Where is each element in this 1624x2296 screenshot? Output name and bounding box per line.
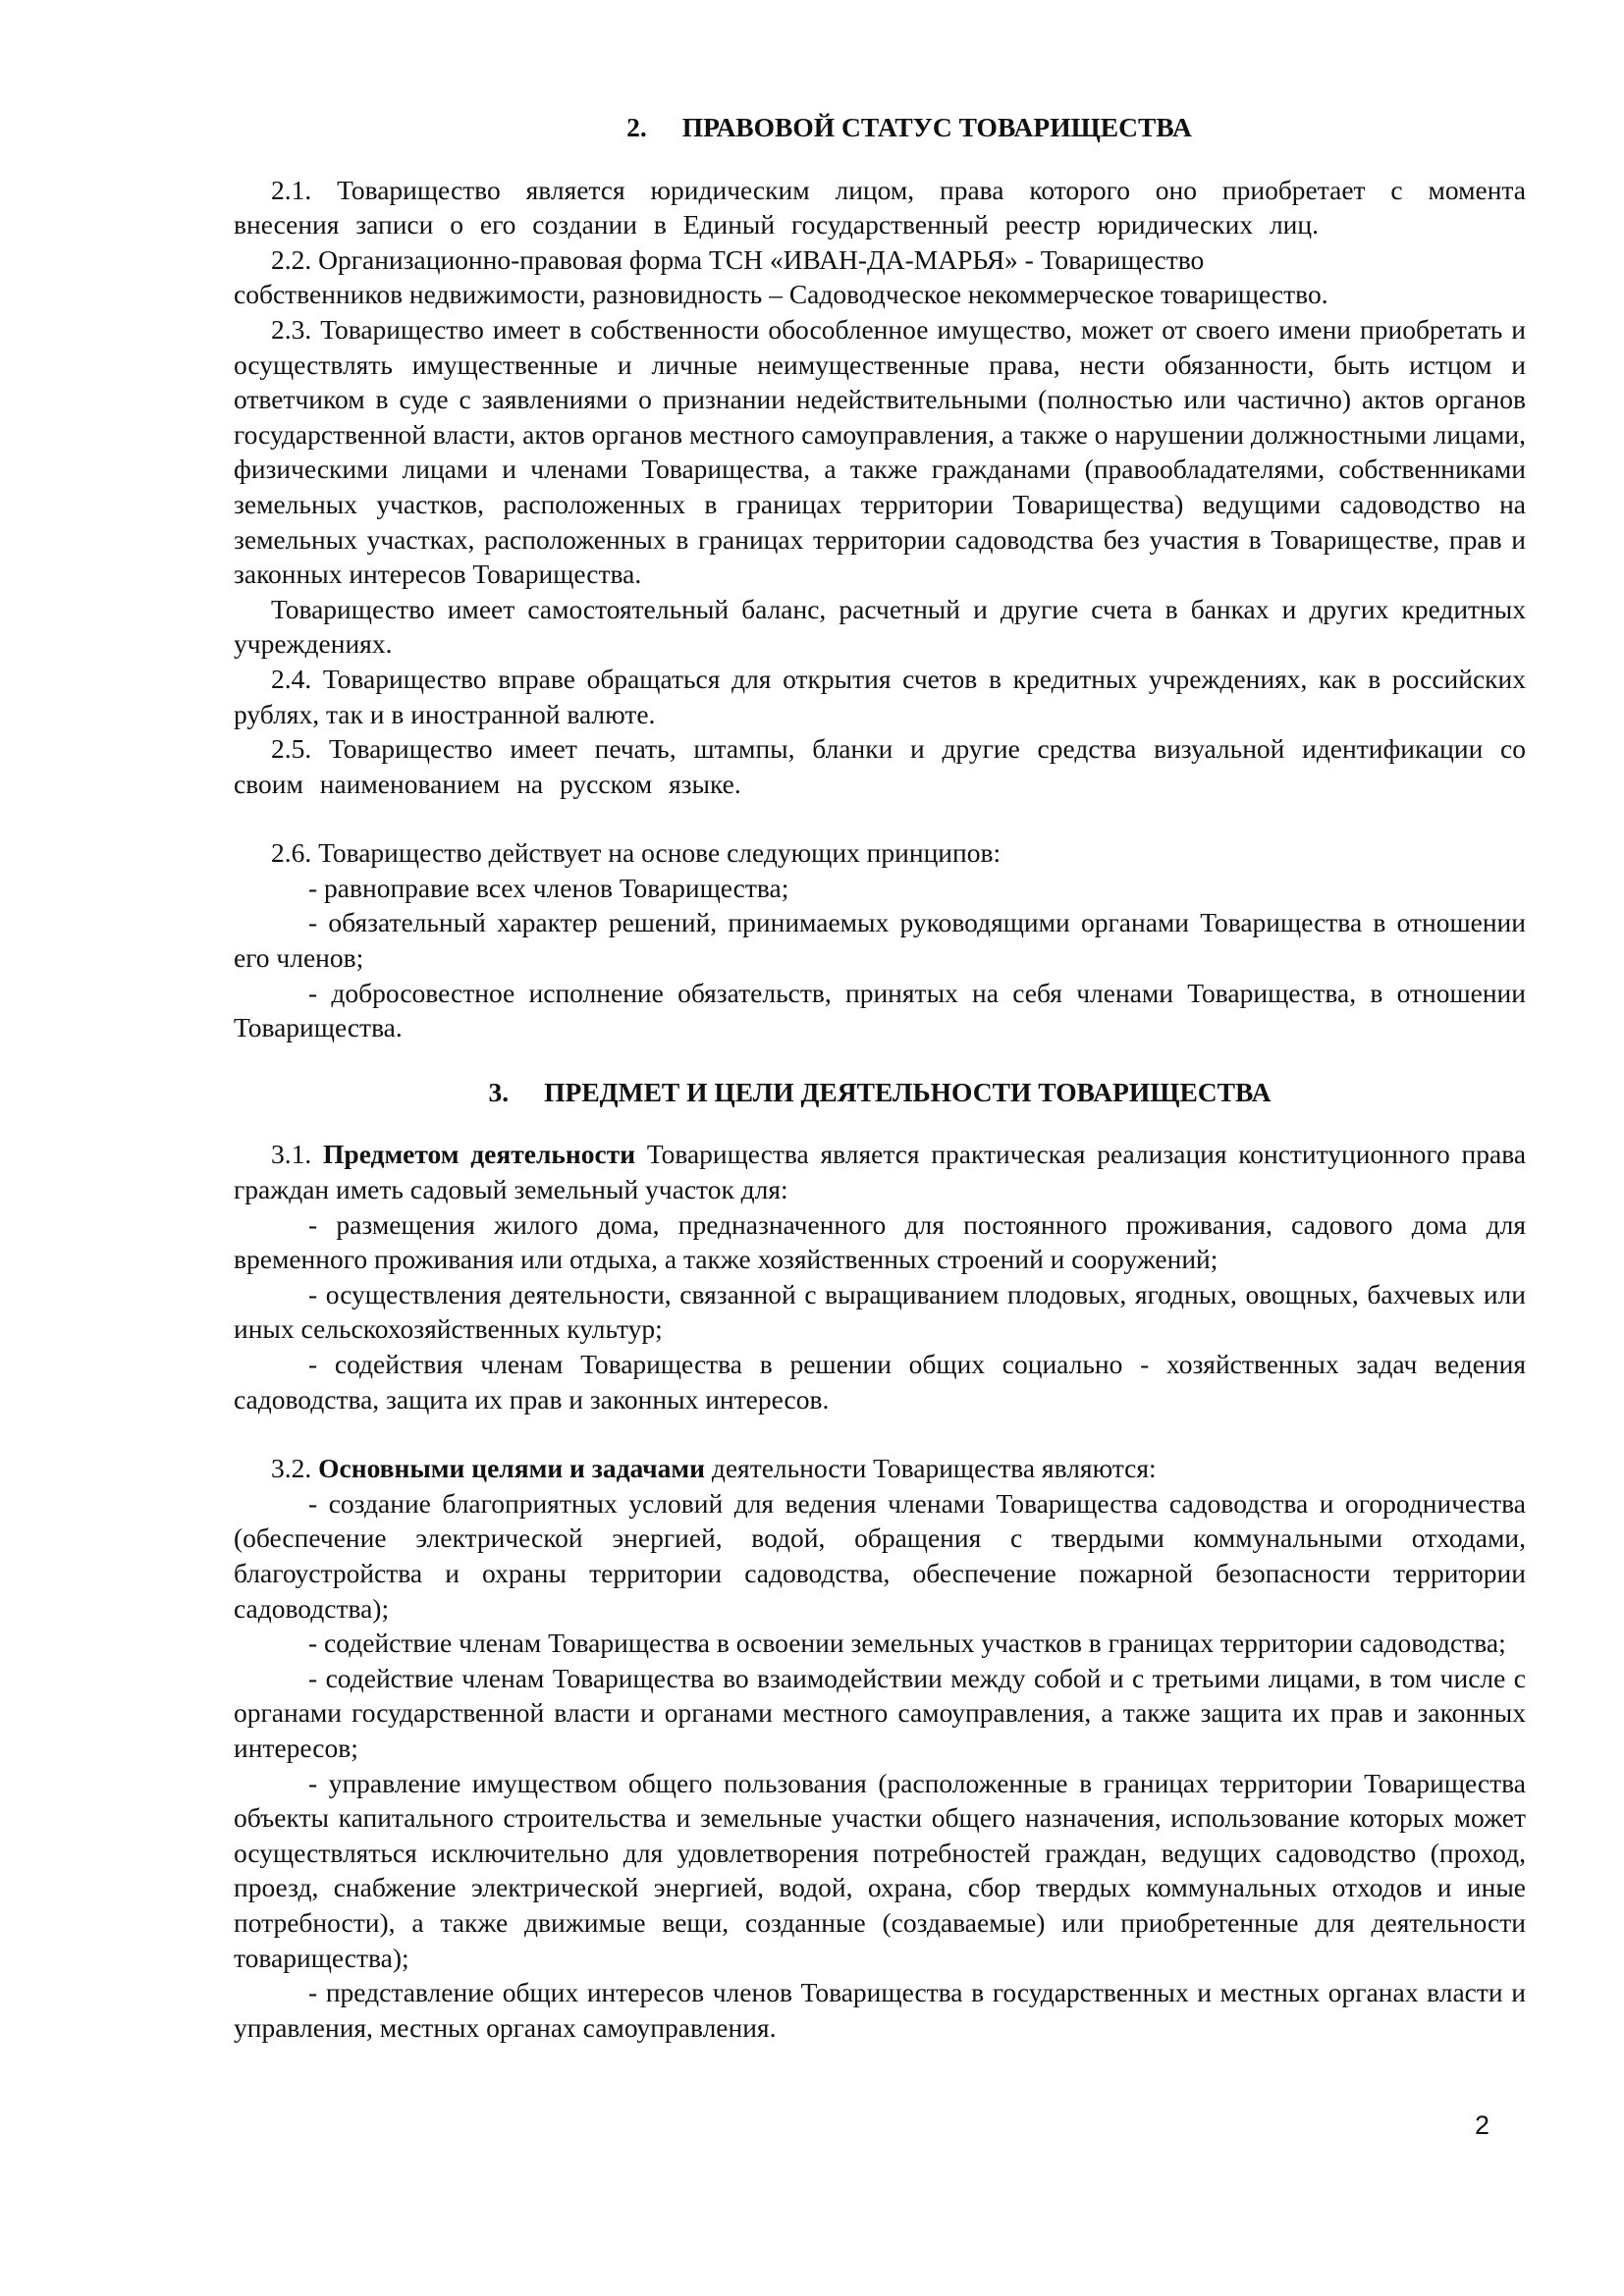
principle-item: - обязательный характер решений, принимаемых руководящими органами Товарищества в отношении его членов;	[234, 907, 1526, 974]
goal-item: - содействие членам Товарищества во взаимодействии между собой и с третьими лицами, в том числе с органами государственной власти и органами местного самоуправления, а также защита их прав и законных интересов;	[234, 1662, 1526, 1763]
subject-item: - осуществления деятельности, связанной с выращиванием плодовых, ягодных, овощных, бахчевых или иных сельскохозяйственных культур;	[234, 1278, 1526, 1345]
section-2-number: 2.	[626, 112, 647, 142]
section-2-title: ПРАВОВОЙ СТАТУС ТОВАРИЩЕСТВА	[681, 112, 1192, 142]
clause-2-5: 2.5. Товарищество имеет печать, штампы, бланки и другие средства визуальной идентификации со своим наименованием на русском языке.	[234, 733, 1526, 799]
clause-2-3-balance: Товарищество имеет самостоятельный баланс, расчетный и другие счета в банках и других кредитных учреждениях.	[234, 593, 1526, 660]
clause-2-6: 2.6. Товарищество действует на основе следующих принципов:	[271, 837, 1001, 869]
clause-3-2-number: 3.2.	[271, 1453, 312, 1484]
goal-item: - создание благоприятных условий для ведения членами Товарищества садоводства и огородничества (обеспечение электрической энергией, водой, обращения с твердыми коммунальными отходами, благоустройства и охраны территории садоводства, обеспечение пожарной безопасности территории садоводства);	[234, 1487, 1526, 1624]
goal-item: - содействие членам Товарищества в освоении земельных участков в границах территории садоводства;	[308, 1628, 1506, 1659]
principle-item: - равноправие всех членов Товарищества;	[308, 872, 789, 903]
clause-2-3: 2.3. Товарищество имеет в собственности обособленное имущество, может от своего имени приобретать и осуществлять имущественные и личные неимущественные права, нести обязанности, быть истцом и ответчиком в суде с заявлениями о признании недействительными (полностью или частично) актов органов государственной власти, актов органов местного самоуправления, а также о нарушении должностными лицами, физическими лицами и членами Товарищества, а также гражданами (правообладателями, собственниками земельных участков, расположенных в границах территории Товарищества) ведущими садоводство на земельных участках, расположенных в границах территории садоводства без участия в Товариществе, прав и законных интересов Товарищества.	[234, 313, 1526, 590]
subject-item: - размещения жилого дома, предназначенного для постоянного проживания, садового дома для временного проживания или отдыха, а также хозяйственных строений и сооружений;	[234, 1208, 1526, 1275]
goal-item: - представление общих интересов членов Товарищества в государственных и местных органах власти и управления, местных органах самоуправления.	[234, 1977, 1526, 2043]
clause-2-1: 2.1. Товарищество является юридическим лицом, права которого оно приобретает с момента внесения записи о его создании в Единый государственный реестр юридических лиц.	[234, 174, 1526, 240]
clause-2-2-line1: 2.2. Организационно-правовая форма ТСН «ИВАН-ДА-МАРЬЯ» - Товарищество	[271, 243, 1205, 275]
clause-3-2-term: Основными целями и задачами	[318, 1453, 705, 1484]
section-3-title: ПРЕДМЕТ И ЦЕЛИ ДЕЯТЕЛЬНОСТИ ТОВАРИЩЕСТВА	[544, 1076, 1272, 1107]
subject-item: - содействия членам Товарищества в решении общих социально - хозяйственных задач ведения садоводства, защита их прав и законных интересов.	[234, 1349, 1526, 1415]
clause-3-1	[234, 1137, 1526, 1206]
clause-2-4: 2.4. Товарищество вправе обращаться для открытия счетов в кредитных учреждениях, как в российских рублях, так и в иностранной валюте.	[234, 663, 1526, 729]
clause-2-2-line2: собственников недвижимости, разновидность – Садоводческое некоммерческое товарищество.	[234, 279, 1328, 310]
clause-3-2	[234, 1451, 1526, 1486]
section-2-heading	[234, 110, 1526, 145]
clause-3-1-term: Предметом деятельности	[323, 1139, 636, 1170]
document-body	[234, 110, 1526, 2045]
clause-3-2-text: деятельности Товарищества являются:	[711, 1453, 1157, 1484]
section-3-number: 3.	[488, 1076, 510, 1107]
clause-3-1-text: Товарищества является практическая реализация конституционного права граждан иметь садовый земельный участок для:	[234, 1139, 1527, 1205]
goal-item: - управление имуществом общего пользования (расположенные в границах территории Товарищества объекты капитального строительства и земельные участки общего назначения, использование которых может осуществляться исключительно для удовлетворения потребностей граждан, ведущих садоводство (проход, проезд, снабжение электрической энергией, водой, охрана, сбор твердых коммунальных отходов и иные потребности), а также движимые вещи, созданные (создаваемые) или приобретенные для деятельности товарищества);	[234, 1767, 1526, 1973]
clause-3-1-number: 3.1.	[271, 1139, 312, 1170]
principle-item: - добросовестное исполнение обязательств, принятых на себя членами Товарищества, в отношении Товарищества.	[234, 977, 1526, 1043]
section-3-heading	[234, 1075, 1526, 1110]
page-number: 2	[1475, 2110, 1490, 2140]
